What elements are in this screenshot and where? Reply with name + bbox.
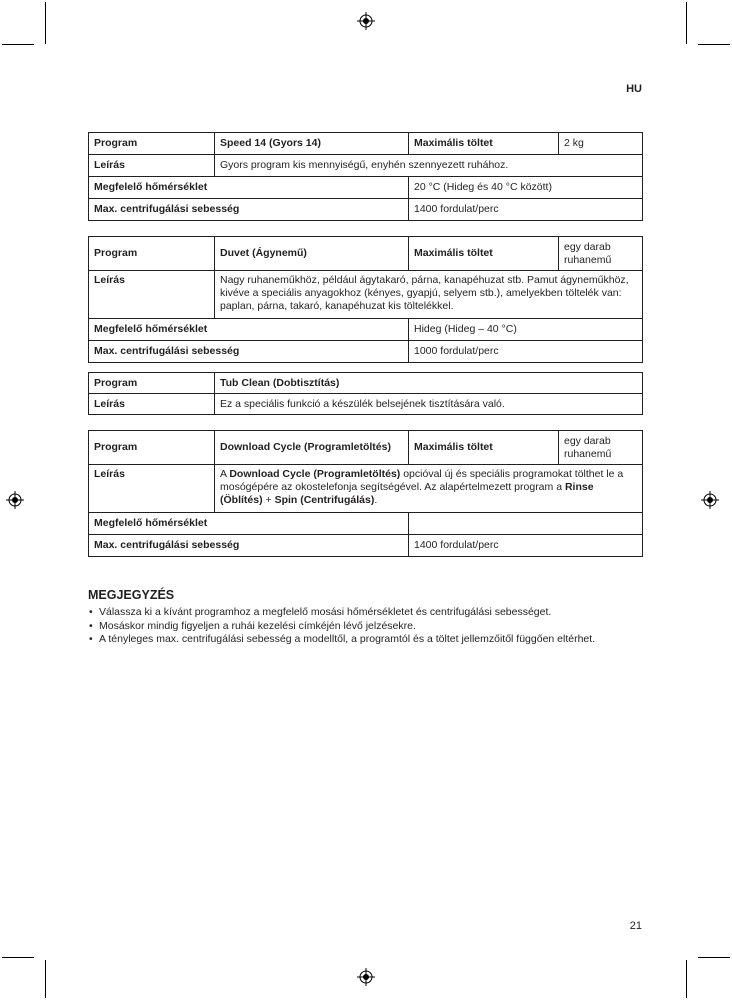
spin-speed-value: 1000 fordulat/perc	[409, 341, 643, 363]
table-row	[89, 341, 643, 363]
spin-speed-label: Max. centrifugálási sebesség	[89, 199, 409, 221]
crop-mark	[2, 957, 34, 958]
list-item	[88, 606, 642, 620]
spin-speed-value: 1400 fordulat/perc	[409, 535, 643, 557]
temperature-value: 20 °C (Hideg és 40 °C között)	[409, 177, 643, 199]
note-text: A tényleges max. centrifugálási sebesség a modelltől, a programtól és a töltet jellemzőitől függően eltérhet.	[99, 633, 596, 645]
crop-mark	[45, 2, 46, 44]
note-text: Mosáskor mindig figyeljen a ruhái kezelési címkéjén lévő jelzésekre.	[99, 619, 416, 632]
program-label: Program	[89, 431, 215, 465]
temperature-value	[409, 513, 643, 535]
max-load-label: Maximális töltet	[409, 431, 559, 465]
registration-mark-icon	[357, 968, 375, 986]
table-row	[89, 177, 643, 199]
description-text: Ez a speciális funkció a készülék belsejének tisztítására való.	[215, 394, 643, 415]
description-text-part: .	[374, 494, 378, 506]
bullet: •	[89, 633, 93, 645]
table-row	[89, 237, 643, 271]
bullet: •	[89, 606, 93, 618]
program-name: Download Cycle (Programletöltés)	[215, 431, 409, 465]
table-row	[89, 271, 643, 319]
program-table-tub-clean	[88, 372, 643, 415]
max-load-value: 2 kg	[559, 133, 643, 155]
note-text: Válassza ki a kívánt programhoz a megfelelő mosási hőmérsékletet és centrifugálási sebességet.	[99, 606, 552, 618]
max-load-label: Maximális töltet	[409, 133, 559, 155]
program-table-download-cycle	[88, 430, 643, 557]
table-row	[89, 535, 643, 557]
bullet: •	[89, 619, 93, 632]
crop-mark	[698, 957, 730, 958]
table-row	[89, 133, 643, 155]
temperature-label: Megfelelő hőmérséklet	[89, 319, 409, 341]
spin-speed-value: 1400 fordulat/perc	[409, 199, 643, 221]
temperature-label: Megfelelő hőmérséklet	[89, 177, 409, 199]
page-number: 21	[629, 920, 642, 932]
description-text	[215, 465, 643, 513]
spin-inline: Spin (Centrifugálás)	[274, 494, 375, 506]
program-name: Tub Clean (Dobtisztítás)	[215, 373, 643, 394]
description-text-part: +	[262, 494, 275, 506]
spin-speed-label: Max. centrifugálási sebesség	[89, 341, 409, 363]
language-code: HU	[626, 83, 642, 95]
program-label: Program	[89, 237, 215, 271]
description-label: Leírás	[89, 465, 215, 513]
description-label: Leírás	[89, 155, 215, 177]
max-load-label: Maximális töltet	[409, 237, 559, 271]
max-load-value: egy darab ruhanemű	[559, 237, 643, 271]
description-text: Gyors program kis mennyiségű, enyhén szennyezett ruhához.	[215, 155, 643, 177]
registration-mark-icon	[701, 491, 719, 509]
program-label: Program	[89, 133, 215, 155]
table-row	[89, 199, 643, 221]
crop-mark	[686, 960, 687, 998]
crop-mark	[686, 2, 687, 44]
notes-title: MEGJEGYZÉS	[88, 588, 175, 602]
description-text-part: opcióval új és speciális programokat tölthet le a mosógépére az okostelefonja segítségével. Az alapértelmezett program a	[220, 468, 624, 493]
program-name: Duvet (Ágynemű)	[215, 237, 409, 271]
max-load-value: egy darab ruhanemű	[559, 431, 643, 465]
table-row	[89, 155, 643, 177]
description-label: Leírás	[89, 271, 215, 319]
rinse-inline: Rinse (Öblítés)	[220, 481, 594, 506]
program-label: Program	[89, 373, 215, 394]
temperature-value: Hideg (Hideg – 40 °C)	[409, 319, 643, 341]
crop-mark	[698, 44, 730, 45]
crop-mark	[45, 960, 46, 998]
program-name: Speed 14 (Gyors 14)	[215, 133, 409, 155]
program-name-inline: Download Cycle (Programletöltés)	[229, 468, 401, 480]
notes-list	[88, 606, 642, 647]
program-table-duvet	[88, 236, 643, 363]
table-row	[89, 513, 643, 535]
list-item	[88, 620, 642, 634]
description-text-part: A	[220, 468, 230, 480]
temperature-label: Megfelelő hőmérséklet	[89, 513, 409, 535]
registration-mark-icon	[6, 491, 24, 509]
table-row	[89, 319, 643, 341]
table-row	[89, 465, 643, 513]
crop-mark	[2, 44, 34, 45]
table-row	[89, 394, 643, 415]
table-row	[89, 373, 643, 394]
list-item	[88, 633, 642, 647]
program-table-speed14	[88, 132, 643, 221]
spin-speed-label: Max. centrifugálási sebesség	[89, 535, 409, 557]
description-label: Leírás	[89, 394, 215, 415]
description-text: Nagy ruhaneműkhöz, például ágytakaró, párna, kanapéhuzat stb. Pamut ágyneműkhöz, kivéve a speciális anyagokhoz (kényes, gyapjú, selyem stb.), amelyekben töltelék van: paplan, párna, takaró, kanapéhuzat kis töltelékkel.	[215, 271, 643, 319]
registration-mark-icon	[357, 12, 375, 30]
table-row	[89, 431, 643, 465]
